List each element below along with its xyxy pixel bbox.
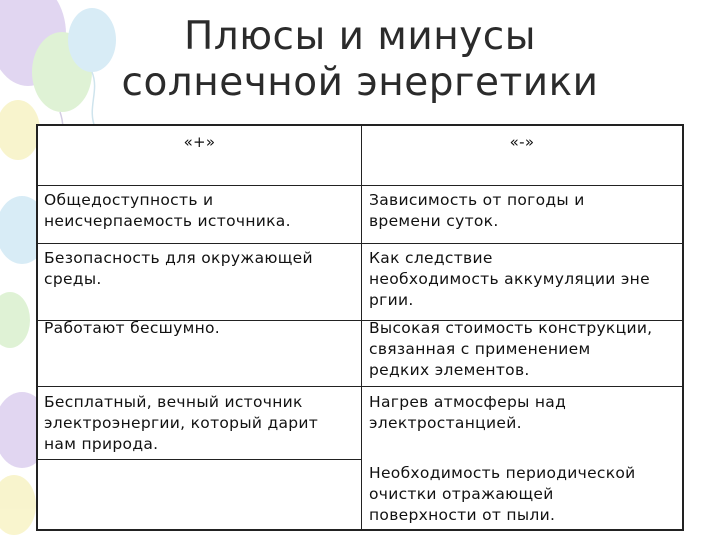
minus-column-header: «-»: [509, 133, 535, 151]
balloon-green-icon: [0, 292, 30, 348]
balloon-yellow-icon: [0, 475, 36, 535]
cell-line: Безопасность для окружающей: [44, 249, 313, 267]
cell-line: Необходимость периодической: [369, 464, 636, 482]
cell-line: связанная с применением: [369, 340, 591, 358]
minus-cell: [369, 190, 585, 232]
row-divider: [38, 243, 682, 244]
cell-line: электростанцией.: [369, 414, 522, 432]
cell-line: неисчерпаемость источника.: [44, 212, 291, 230]
cell-line: необходимость аккумуляции эне: [369, 270, 650, 288]
cell-line: Бесплатный, вечный источник: [44, 393, 303, 411]
cell-line: Как следствие: [369, 249, 493, 267]
minus-cell: [369, 463, 636, 526]
title-line-2: солнечной энергетики: [121, 60, 599, 105]
plus-cell: [44, 190, 291, 232]
pros-cons-table: [36, 124, 684, 531]
row-divider: [38, 386, 682, 387]
plus-cell: [44, 392, 318, 455]
cell-line: Работают бесшумно.: [44, 319, 221, 337]
cell-line: нам природа.: [44, 435, 159, 453]
column-divider: [361, 126, 362, 529]
minus-cell: [369, 392, 566, 434]
cell-line: Общедоступность и: [44, 191, 214, 209]
minus-cell: [369, 248, 650, 311]
row-divider: [38, 185, 682, 186]
plus-cell: [44, 318, 220, 339]
cell-line: ргии.: [369, 291, 414, 309]
plus-column-header: «+»: [183, 133, 216, 151]
balloon-yellow-icon: [0, 100, 40, 160]
cell-line: времени суток.: [369, 212, 499, 230]
cell-line: поверхности от пыли.: [369, 506, 556, 524]
cell-line: Высокая стоимость конструкции,: [369, 319, 653, 337]
cell-line: среды.: [44, 270, 102, 288]
cell-line: редких элементов.: [369, 361, 530, 379]
cell-line: Нагрев атмосферы над: [369, 393, 567, 411]
cell-line: очистки отражающей: [369, 485, 554, 503]
title-line-1: Плюсы и минусы: [183, 14, 537, 59]
cell-line: Зависимость от погоды и: [369, 191, 585, 209]
cell-line: электроэнергии, который дарит: [44, 414, 319, 432]
plus-cell: [44, 248, 313, 290]
minus-cell: [369, 318, 652, 381]
page-title: [0, 14, 720, 106]
row-divider: [38, 459, 362, 460]
